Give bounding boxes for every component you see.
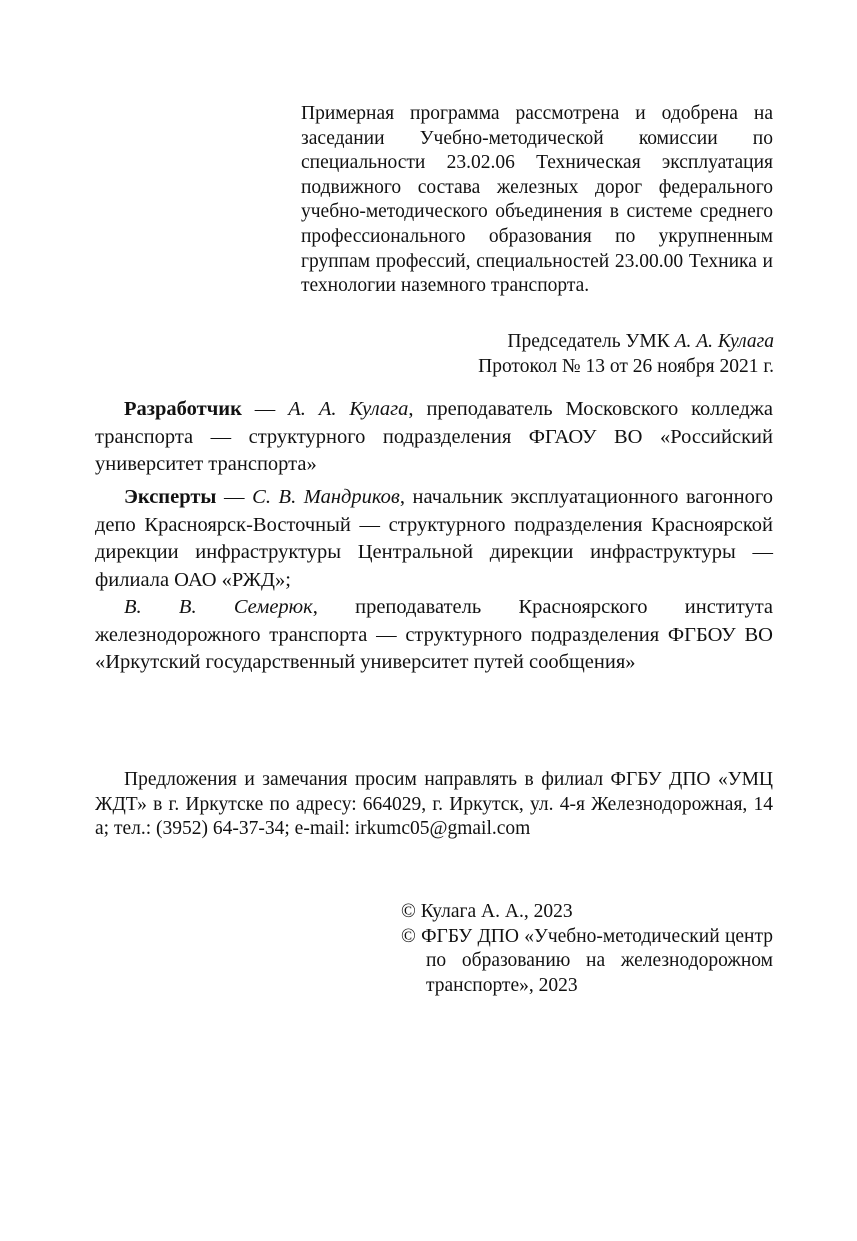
developer-name: А. А. Кулага [288,398,409,420]
expert-description: , преподаватель Красноярского института железнодорожного транспорта — структурного подразделения ФГБОУ ВО «Иркутский государственный университет путей сообщения» [95,596,774,673]
feedback-contact-note: Предложения и замечания просим направлять в филиал ФГБУ ДПО «УМЦ ЖДТ» в г. Иркутске по адресу: 664029, г. Иркутск, ул. 4-я Железнодорожная, 14 а; тел.: (3952) 64-37-34; e-mail: irkumc05@gmail.com [95,769,773,839]
experts-dash: — [216,486,253,508]
developer-paragraph [95,396,773,479]
developer-dash: — [241,398,289,420]
developer-description: , преподаватель Московского колледжа транспорта — структурного подразделения ФГАОУ ВО «Российский университет транспорта» [95,398,774,475]
committee-chair-line [478,329,774,354]
chair-label: Председатель УМК [507,331,670,352]
protocol-line: Протокол № 13 от 26 ноября 2021 г. [478,356,774,377]
expert-description: , начальник эксплуатационного вагонного депо Красноярск-Восточный — структурного подразделения Красноярской дирекции инфраструктуры Центральной дирекции инфраструктуры — филиала ОАО «РЖД»; [95,486,774,591]
expert-entry [95,484,773,594]
expert-name: В. В. Семерюк [124,596,313,618]
copyright-block [401,900,773,998]
developer-label: Разработчик [124,398,242,420]
expert-entry [95,594,773,677]
copyright-publisher: © ФГБУ ДПО «Учебно-методический центр по образованию на железнодорожном транспорте», 2023 [401,925,773,996]
expert-name: С. В. Мандриков [252,486,400,508]
copyright-author: © Кулага А. А., 2023 [401,901,573,922]
experts-label: Эксперты [124,486,217,508]
approval-signoff [478,329,774,379]
approval-note: Примерная программа рассмотрена и одобрена на заседании Учебно-методической комиссии по специальности 23.02.06 Техническая эксплуатация подвижного состава железных дорог федерального учебно-методического объединения в системе среднего профессионального образования по укрупненным группам профессий, специальностей 23.00.00 Техника и технологии наземного транспорта. [301,103,773,297]
experts-section [95,484,773,677]
chair-name: А. А. Кулага [674,331,774,352]
